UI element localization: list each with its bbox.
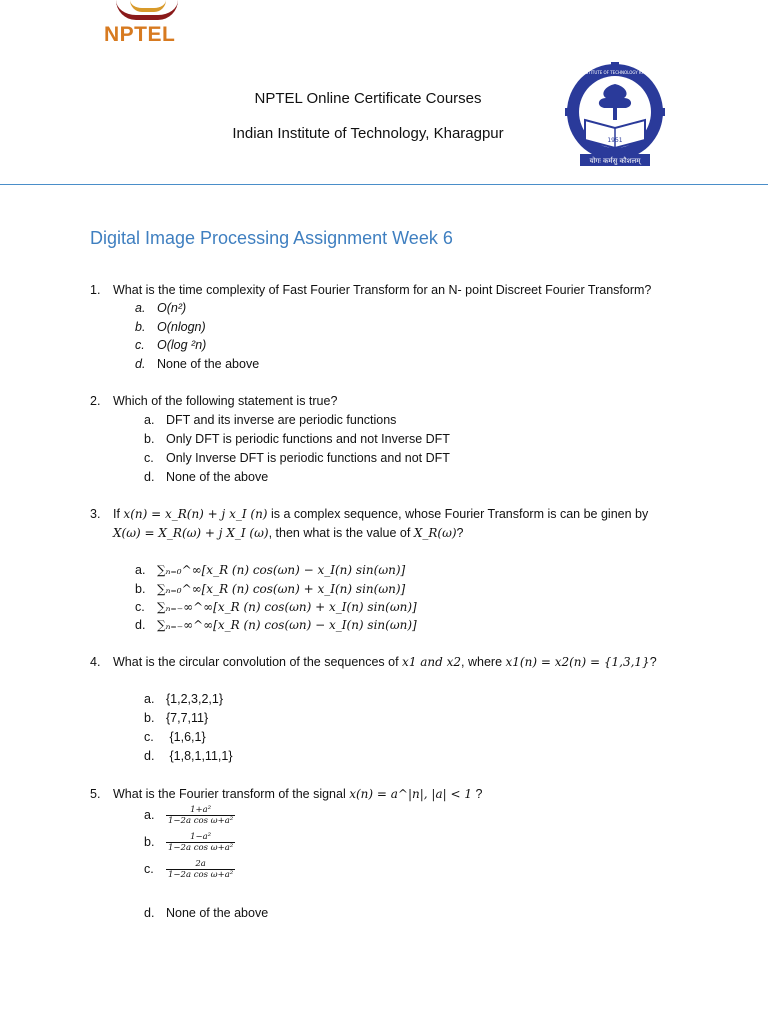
math-expression: x(n) = x_R(n) + j x_I (n): [123, 507, 268, 521]
q4-option-b: b. {7,7,11}: [144, 711, 209, 725]
question-3-line-2: X(ω) = X_R(ω) + j X_I (ω), then what is the value of X_R(ω)?: [113, 526, 464, 540]
question-5: 5. What is the Fourier transform of the signal x(n) = a^|n|, |a| < 1 ?: [90, 787, 483, 801]
header-line-2: Indian Institute of Technology, Kharagpur: [232, 125, 504, 142]
q4-option-c: c. {1,6,1}: [144, 730, 206, 744]
question-text: What is the time complexity of Fast Fourier Transform for an N- point Discreet Fourier Transform?: [113, 283, 652, 297]
math-expression: X(ω) = X_R(ω) + j X_I (ω): [113, 526, 269, 540]
question-text: Which of the following statement is true?: [113, 394, 338, 408]
q5-option-b: b. $\frac{\text{1−a²}}{\text{1−2a cos ω+a²}}$: [144, 832, 234, 853]
question-number: 5.: [90, 787, 101, 801]
q3-option-c: c. ∑ₙ₌₋∞^∞[x_R (n) cos(ωn) + x_I(n) sin(ωn)]: [135, 600, 417, 614]
q4-option-d: d. {1,8,1,11,1}: [144, 749, 233, 763]
fraction: $\frac{\text{1−a²}}{\text{1−2a cos ω+a²}}$: [168, 832, 234, 853]
question-number: 2.: [90, 394, 101, 408]
seal-year: 1951: [607, 137, 623, 144]
iit-kharagpur-seal: [550, 62, 680, 170]
q2-option-b: b. Only DFT is periodic functions and not Inverse DFT: [144, 432, 450, 446]
fraction: $\frac{\text{1+a²}}{\text{1−2a cos ω+a²}}$: [168, 805, 234, 826]
q2-option-c: c. Only Inverse DFT is periodic functions and not DFT: [144, 451, 450, 465]
question-3: 3. If x(n) = x_R(n) + j x_I (n) is a complex sequence, whose Fourier Transform is can be ginen by: [90, 507, 649, 521]
question-number: 1.: [90, 283, 101, 297]
question-4: 4. What is the circular convolution of the sequences of x1 and x2, where x1(n) = x2(n) = {1,3,1}?: [90, 655, 657, 669]
question-1: [90, 281, 651, 299]
q1-option-c: c. O(log ²n): [135, 338, 207, 352]
q1-option-a: a. O(n²): [135, 301, 187, 315]
q3-option-d: d. ∑ₙ₌₋∞^∞[x_R (n) cos(ωn) − x_I(n) sin(ωn)]: [135, 618, 417, 632]
q1-option-d: d. None of the above: [135, 357, 260, 371]
q2-option-d: d. None of the above: [144, 470, 269, 484]
q3-option-a: a. ∑ₙ₌₀^∞[x_R (n) cos(ωn) − x_I(n) sin(ωn)]: [135, 563, 406, 577]
question-number: 3.: [90, 507, 101, 521]
q5-option-a: a. $\frac{\text{1+a²}}{\text{1−2a cos ω+a²}}$: [144, 805, 234, 826]
q4-option-a: a. {1,2,3,2,1}: [144, 692, 224, 706]
q1-option-b: b. O(nlogn): [135, 320, 206, 334]
fraction: $\frac{2a}{\text{1−2a cos ω+a²}}$: [168, 859, 234, 880]
page-title: Digital Image Processing Assignment Week 6: [90, 228, 453, 248]
question-number: 4.: [90, 655, 101, 669]
q3-option-b: b. ∑ₙ₌₀^∞[x_R (n) cos(ωn) + x_I(n) sin(ωn)]: [135, 582, 406, 596]
nptel-logo: [100, 0, 192, 48]
q2-option-a: a. DFT and its inverse are periodic functions: [144, 413, 397, 427]
q5-option-d: d. None of the above: [144, 906, 269, 920]
q5-option-c: c. $\frac{2a}{\text{1−2a cos ω+a²}}$: [144, 859, 234, 880]
question-2: [90, 392, 337, 410]
seal-ring-text: INDIAN INSTITUTE OF TECHNOLOGY KHARAGPUR: [566, 70, 664, 75]
nptel-logo-text: NPTEL: [104, 23, 176, 46]
seal-motto: योगः कर्मसु कौशलम्: [589, 157, 641, 165]
header-line-1: NPTEL Online Certificate Courses: [254, 90, 482, 107]
header-divider: [0, 184, 768, 185]
